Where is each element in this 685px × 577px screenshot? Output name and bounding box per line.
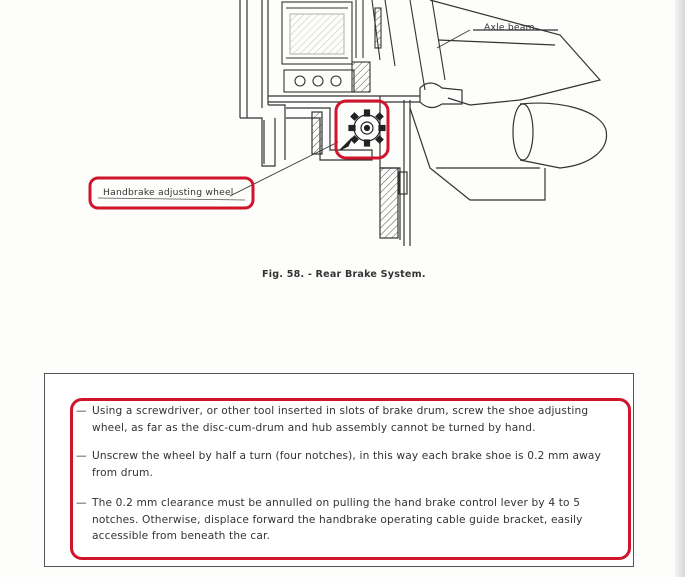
adjusting-wheel [340, 110, 385, 150]
dash-bullet: — [76, 450, 87, 462]
dash-bullet: — [76, 497, 87, 509]
instruction-item [76, 448, 616, 481]
axle-beam-label: Axle beam [484, 22, 535, 33]
bearing-assembly [282, 2, 370, 92]
housing-outline [240, 0, 285, 166]
label-underline [98, 198, 245, 200]
instruction-item [76, 495, 616, 545]
figure-caption: Fig. 58. - Rear Brake System. [262, 269, 426, 280]
drum-section [268, 96, 420, 246]
dash-bullet: — [76, 405, 87, 417]
instruction-text: The 0.2 mm clearance must be annulled on pulling the hand brake control lever by 4 to 5 notches. Otherwise, displace forward the handbrake operating cable guide bracket, easily accessible from beneath the car. [92, 497, 583, 542]
instruction-item [76, 403, 616, 436]
instruction-text: Unscrew the wheel by half a turn (four notches), in this way each brake shoe is 0.2 mm away from drum. [92, 450, 601, 479]
handbrake-adjusting-wheel-label: Handbrake adjusting wheel [103, 187, 234, 198]
instruction-text: Using a screwdriver, or other tool inserted in slots of brake drum, screw the shoe adjusting wheel, as far as the disc-cum-drum and hub assembly cannot be turned by hand. [92, 405, 589, 434]
